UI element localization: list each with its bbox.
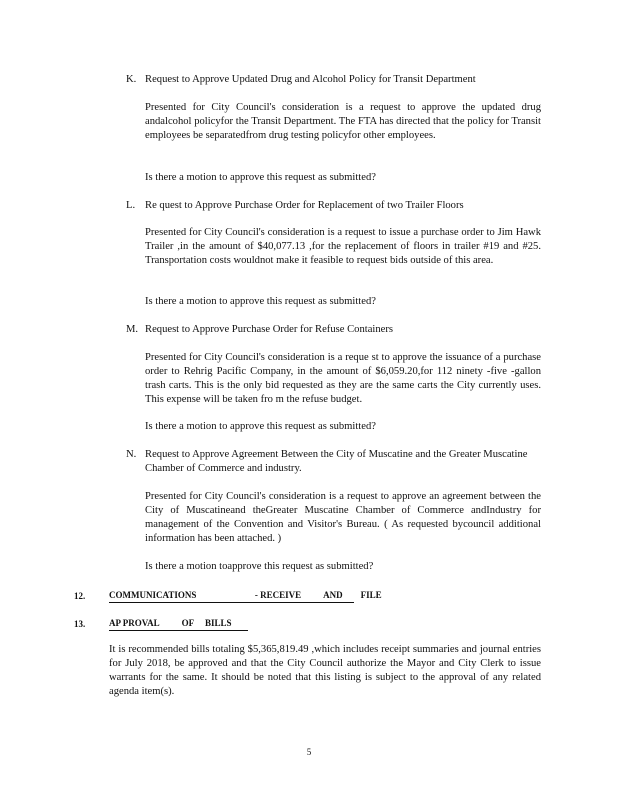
section-title: COMMUNICATIONS - RECEIVE AND FILE: [109, 589, 354, 603]
item-n-description: Presented for City Council's consideration is a request to approve an agreement between the City of Muscatineand theGreater Muscatine Chamber of Commerce andIndustry for management of the Convention and Visitor's Bureau. ( As requested bycouncil additional information has been attached. ): [145, 491, 541, 544]
item-title: Request to Approve Updated Drug and Alcohol Policy for Transit Department: [145, 74, 476, 85]
section-number: 13.: [74, 619, 86, 629]
item-title: Re quest to Approve Purchase Order for Replacement of two Trailer Floors: [145, 200, 464, 211]
agenda-item-n: [126, 448, 556, 476]
page-number: 5: [306, 747, 312, 757]
item-letter: N.: [126, 449, 137, 460]
bills-approval-text: It is recommended bills totaling $5,365,819.49 ,which includes receipt summaries and journal entries for July 2018, be approved and that the City Council authorize the Mayor and City Clerk to issue warrants for the same. It should be noted that this listing is subject to the approval of any related agenda item(s).: [109, 644, 541, 697]
item-l-description: Presented for City Council's consideration is a request to issue a purchase order to Jim Hawk Trailer ,in the amount of $40,077.13 ,for the replacement of floors in trailer #19 and #25. Transportation costs wouldnot make it feasible to request bids outside of this area.: [145, 227, 541, 266]
section-number: 12.: [74, 591, 86, 601]
item-letter: L.: [126, 200, 136, 211]
item-title: Request to Approve Agreement Between the City of Muscatine and the Greater Muscatine Chamber of Commerce and industry.: [145, 449, 528, 474]
item-title: Request to Approve Purchase Order for Refuse Containers: [145, 324, 394, 335]
item-l-motion-question: Is there a motion to approve this request as submitted?: [145, 296, 376, 307]
section-title: AP PROVAL OF BILLS: [109, 617, 248, 631]
item-k-motion-question: Is there a motion to approve this request as submitted?: [145, 172, 376, 183]
item-m-description: Presented for City Council's consideration is a reque st to approve the issuance of a purchase order to Rehrig Pacific Company, in the amount of $6,059.20,for 112 ninety -five -gallon trash carts. This is the only bid requested as they are the same carts the City currently uses. This expense will be taken fro m the refuse budget.: [145, 352, 541, 405]
item-m-motion-question: Is there a motion to approve this request as submitted?: [145, 421, 376, 432]
agenda-item-k: [126, 73, 556, 87]
item-letter: K.: [126, 74, 137, 85]
item-k-description: Presented for City Council's consideration is a request to approve the updated drug andalcohol policyfor the Transit Department. The FTA has directed that the policy for Transit employees be separatedfrom drug testing policyfor other employees.: [145, 102, 541, 141]
agenda-item-m: [126, 323, 556, 337]
item-n-motion-question: Is there a motion toapprove this request as submitted?: [145, 561, 374, 572]
item-letter: M.: [126, 324, 139, 335]
agenda-item-l: [126, 199, 556, 213]
